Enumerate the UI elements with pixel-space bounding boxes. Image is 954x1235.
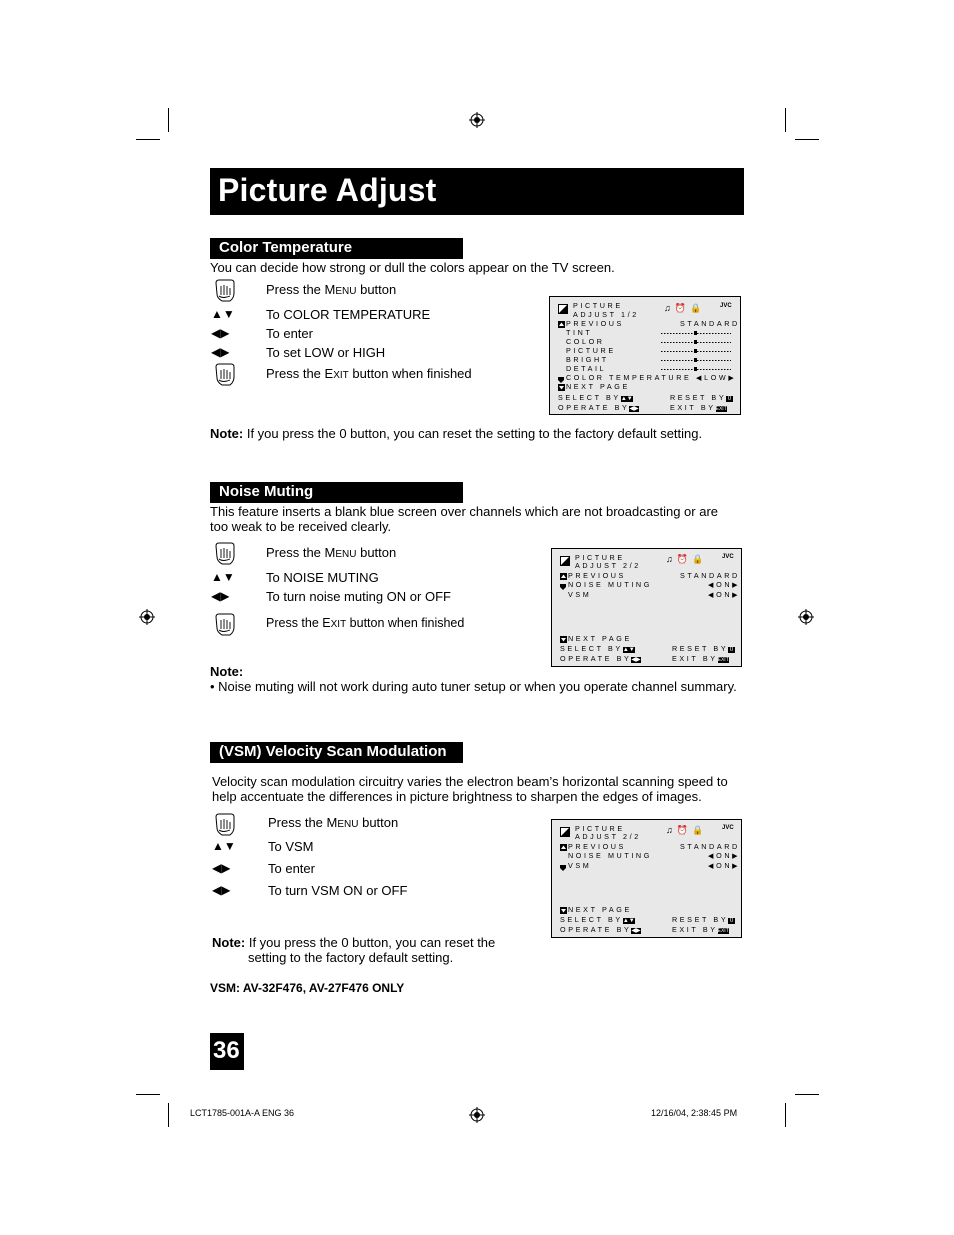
osd-exit: EXIT BYEXIT [672,654,729,663]
step-text: To enter [266,326,313,341]
slider-tick [679,369,681,370]
slider-tick [700,351,702,352]
slider-tick [685,333,687,334]
slider-tick [697,342,699,343]
osd-reset: RESET BY 0 [672,915,735,924]
slider-tick [691,369,693,370]
slider-tick [730,342,731,343]
hand-pointer-icon [559,863,567,871]
slider-tick [673,360,675,361]
slider-tick [673,342,675,343]
step-text: To turn noise muting ON or OFF [266,589,451,604]
slider-tick [688,369,690,370]
slider-tick [703,333,705,334]
alarm-clock-icon: ⏰ [674,303,690,313]
slider-tick [670,333,672,334]
down-arrow-icon [558,384,565,391]
osd-slider [661,340,731,344]
slider-tick [700,333,702,334]
slider-tick [715,351,717,352]
slider-tick [679,333,681,334]
step-text: Press the EXIT button when finished [266,616,465,630]
slider-tick [706,333,708,334]
crop-mark [168,1103,169,1127]
osd-mode: STANDARD [680,842,740,851]
slider-tick [706,342,708,343]
crop-mark [168,108,169,132]
up-down-arrows-icon: ▲▼ [211,570,235,584]
slider-tick [721,333,723,334]
slider-tick [724,351,726,352]
page-number: 36 [213,1037,240,1064]
slider-tick [706,369,708,370]
slider-tick [721,342,723,343]
slider-tick [661,360,663,361]
slider-tick [667,342,669,343]
registration-mark-icon [469,1107,485,1123]
osd-exit: EXIT BYEXIT [672,925,729,934]
section-intro: Velocity scan modulation circuitry varies the electron beam’s horizontal scanning speed to help accentuate the differences in picture brightness to sharpen the edges of images. [212,774,728,804]
crop-mark [785,108,786,132]
step-text: To VSM [268,839,314,854]
slider-tick [700,360,702,361]
slider-tick [700,369,702,370]
osd-item: TINT [566,328,593,337]
slider-tick [688,351,690,352]
slider-tick [703,360,705,361]
slider-tick [664,342,666,343]
slider-tick [721,369,723,370]
osd-item: NOISE MUTING [568,851,652,860]
remote-button-icon [212,612,238,638]
slider-tick [709,360,711,361]
left-right-arrows-icon: ◀▶ [211,589,230,603]
osd-previous: PREVIOUS [566,319,624,328]
section-heading-color-temperature: Color Temperature [210,238,463,259]
slider-tick [700,342,702,343]
registration-mark-icon [469,112,485,128]
slider-tick [718,333,720,334]
slider-tick [673,369,675,370]
osd-color-temperature-value: ◀LOW▶ [696,373,737,382]
brand-logo: JVC [722,554,734,560]
osd-item: PICTURE [566,346,616,355]
up-arrow-icon [560,573,567,580]
slider-tick [661,333,663,334]
slider-tick [685,360,687,361]
slider-tick [724,369,726,370]
slider-tick [730,369,731,370]
slider-tick [682,360,684,361]
slider-marker [694,367,697,371]
hand-pointer-icon [557,375,565,383]
slider-tick [682,369,684,370]
osd-select: SELECT BY▲▼ [558,393,633,402]
slider-tick [679,342,681,343]
left-right-arrows-icon: ◀▶ [212,883,231,897]
slider-tick [724,342,726,343]
up-arrow-icon [558,321,565,328]
section-heading-noise-muting: Noise Muting [210,482,463,503]
slider-tick [727,342,729,343]
osd-subtitle: ADJUST 2/2 [575,832,641,841]
slider-marker [694,340,697,344]
footer-right: 12/16/04, 2:38:45 PM [651,1108,738,1118]
step-text: Press the MENU button [266,282,397,297]
osd-color-temperature: COLOR TEMPERATURE [566,373,692,382]
down-arrow-icon [560,907,567,914]
crop-mark [795,1094,819,1095]
slider-tick [703,351,705,352]
slider-tick [712,360,714,361]
slider-marker [694,331,697,335]
osd-title: PICTURE [575,553,625,562]
osd-next-page: NEXT PAGE [568,905,632,914]
osd-subtitle: ADJUST 1/2 [573,310,639,319]
slider-tick [688,342,690,343]
step-text: Press the MENU button [266,545,397,560]
note-label: Note: [210,664,244,679]
slider-tick [688,333,690,334]
slider-tick [679,360,681,361]
slider-tick [673,351,675,352]
note: Note: If you press the 0 button, you can reset the [212,935,496,950]
slider-tick [676,342,678,343]
page-title-bar [210,168,744,215]
osd-previous: PREVIOUS [568,842,626,851]
osd-item-value: ◀ON▶ [708,590,741,599]
lock-icon: 🔒 [691,554,708,564]
slider-tick [676,360,678,361]
osd-slider [661,331,731,335]
slider-tick [709,342,711,343]
slider-tick [682,333,684,334]
slider-tick [718,360,720,361]
slider-tick [670,360,672,361]
slider-tick [685,351,687,352]
section-intro: You can decide how strong or dull the colors appear on the TV screen. [210,260,615,275]
step-text: To COLOR TEMPERATURE [266,307,431,322]
osd-mode: STANDARD [680,319,740,328]
slider-tick [682,351,684,352]
slider-tick [688,360,690,361]
remote-button-icon [212,541,238,567]
osd-operate: OPERATE BY◀▶ [560,654,641,663]
step-text: To set LOW or HIGH [266,345,386,360]
slider-tick [670,351,672,352]
slider-marker [694,358,697,362]
slider-tick [709,333,711,334]
osd-next-page: NEXT PAGE [566,382,630,391]
slider-tick [709,369,711,370]
osd-item-value: ◀ON▶ [708,861,741,870]
page-title: Picture Adjust [218,172,437,208]
osd-item: DETAIL [566,364,607,373]
down-arrow-icon [560,636,567,643]
osd-mode: STANDARD [680,571,740,580]
slider-tick [676,333,678,334]
osd-menu-picture-adjust-2 [551,548,742,667]
slider-tick [715,360,717,361]
slider-tick [730,333,731,334]
osd-menu-picture-adjust-1 [549,296,741,415]
remote-button-icon [212,362,238,388]
osd-item: VSM [568,861,592,870]
slider-tick [667,351,669,352]
section-heading-vsm: (VSM) Velocity Scan Modulation [210,742,463,763]
osd-item: COLOR [566,337,605,346]
slider-tick [697,333,699,334]
osd-title: PICTURE [575,824,625,833]
left-right-arrows-icon: ◀▶ [212,861,231,875]
osd-tab-icons [666,554,707,565]
slider-tick [697,369,699,370]
note-bullet: • Noise muting will not work during auto tuner setup or when you operate channel summary. [210,679,737,694]
osd-operate: OPERATE BY◀▶ [558,403,639,412]
crop-mark [136,139,160,140]
osd-item: NOISE MUTING [568,580,652,589]
slider-tick [709,351,711,352]
slider-tick [715,369,717,370]
remote-button-icon [212,278,238,304]
osd-reset: RESET BY 0 [672,644,735,653]
slider-tick [715,342,717,343]
slider-tick [727,369,729,370]
alarm-clock-icon: ⏰ [676,554,692,564]
osd-item-value: ◀ON▶ [708,851,741,860]
crop-mark [795,139,819,140]
slider-tick [670,369,672,370]
slider-tick [676,369,678,370]
slider-tick [661,342,663,343]
osd-item-value: ◀ON▶ [708,580,741,589]
up-down-arrows-icon: ▲▼ [211,307,235,321]
osd-slider [661,349,731,353]
registration-mark-icon [139,609,155,625]
slider-tick [667,360,669,361]
slider-tick [721,360,723,361]
lock-icon: 🔒 [689,303,706,313]
osd-title: PICTURE [573,301,623,310]
step-text: To NOISE MUTING [266,570,379,585]
hand-pointer-icon [559,582,567,590]
crop-mark [136,1094,160,1095]
slider-tick [685,369,687,370]
slider-tick [691,351,693,352]
music-note-icon: ♫ [666,554,677,564]
left-right-arrows-icon: ◀▶ [211,326,230,340]
slider-tick [691,360,693,361]
picture-icon [558,304,568,314]
slider-tick [718,351,720,352]
step-text: To enter [268,861,315,876]
slider-marker [694,349,697,353]
alarm-clock-icon: ⏰ [676,825,692,835]
osd-tab-icons [664,303,705,314]
registration-mark-icon [798,609,814,625]
picture-icon [560,827,570,837]
osd-exit: EXIT BYEXIT [670,403,727,412]
slider-tick [712,369,714,370]
slider-tick [724,333,726,334]
slider-tick [712,342,714,343]
slider-tick [718,369,720,370]
slider-tick [673,333,675,334]
slider-tick [679,351,681,352]
slider-tick [730,360,731,361]
osd-previous: PREVIOUS [568,571,626,580]
osd-subtitle: ADJUST 2/2 [575,561,641,570]
music-note-icon: ♫ [664,303,675,313]
osd-reset: RESET BY 0 [670,393,733,402]
slider-tick [697,360,699,361]
osd-select: SELECT BY▲▼ [560,644,635,653]
slider-tick [715,333,717,334]
picture-icon [560,556,570,566]
slider-tick [667,333,669,334]
slider-tick [727,360,729,361]
slider-tick [727,351,729,352]
crop-mark [785,1103,786,1127]
osd-item: VSM [568,590,592,599]
slider-tick [664,351,666,352]
slider-tick [727,333,729,334]
slider-tick [682,342,684,343]
slider-tick [706,351,708,352]
slider-tick [712,351,714,352]
slider-tick [664,333,666,334]
slider-tick [730,351,731,352]
osd-slider [661,358,731,362]
slider-tick [712,333,714,334]
osd-select: SELECT BY▲▼ [560,915,635,924]
music-note-icon: ♫ [666,825,677,835]
slider-tick [703,369,705,370]
slider-tick [685,342,687,343]
slider-tick [718,342,720,343]
slider-tick [691,342,693,343]
slider-tick [703,342,705,343]
note: Note: If you press the 0 button, you can reset the setting to the factory default setting. [210,426,703,441]
lock-icon: 🔒 [691,825,708,835]
step-text: Press the MENU button [268,815,399,830]
note-continued: setting to the factory default setting. [248,950,454,965]
up-arrow-icon [560,844,567,851]
footer-left: LCT1785-001A-A ENG 36 [190,1108,295,1118]
model-note: VSM: AV-32F476, AV-27F476 ONLY [210,981,405,995]
slider-tick [676,351,678,352]
osd-menu-picture-adjust-vsm [551,819,742,938]
osd-operate: OPERATE BY◀▶ [560,925,641,934]
slider-tick [664,369,666,370]
slider-tick [691,333,693,334]
slider-tick [721,351,723,352]
brand-logo: JVC [722,825,734,831]
osd-slider [661,367,731,371]
osd-item: BRIGHT [566,355,609,364]
slider-tick [697,351,699,352]
slider-tick [706,360,708,361]
slider-tick [724,360,726,361]
slider-tick [661,369,663,370]
brand-logo: JVC [720,303,732,309]
step-text: To turn VSM ON or OFF [268,883,408,898]
section-intro: This feature inserts a blank blue screen over channels which are not broadcasting or are too weak to be received clearly. [210,504,719,534]
slider-tick [667,369,669,370]
left-right-arrows-icon: ◀▶ [211,345,230,359]
remote-button-icon [212,812,238,838]
up-down-arrows-icon: ▲▼ [212,839,236,853]
step-text: Press the EXIT button when finished [266,366,472,381]
page-number-box [210,1033,244,1070]
slider-tick [661,351,663,352]
slider-tick [670,342,672,343]
slider-tick [664,360,666,361]
osd-tab-icons [666,825,707,836]
osd-next-page: NEXT PAGE [568,634,632,643]
